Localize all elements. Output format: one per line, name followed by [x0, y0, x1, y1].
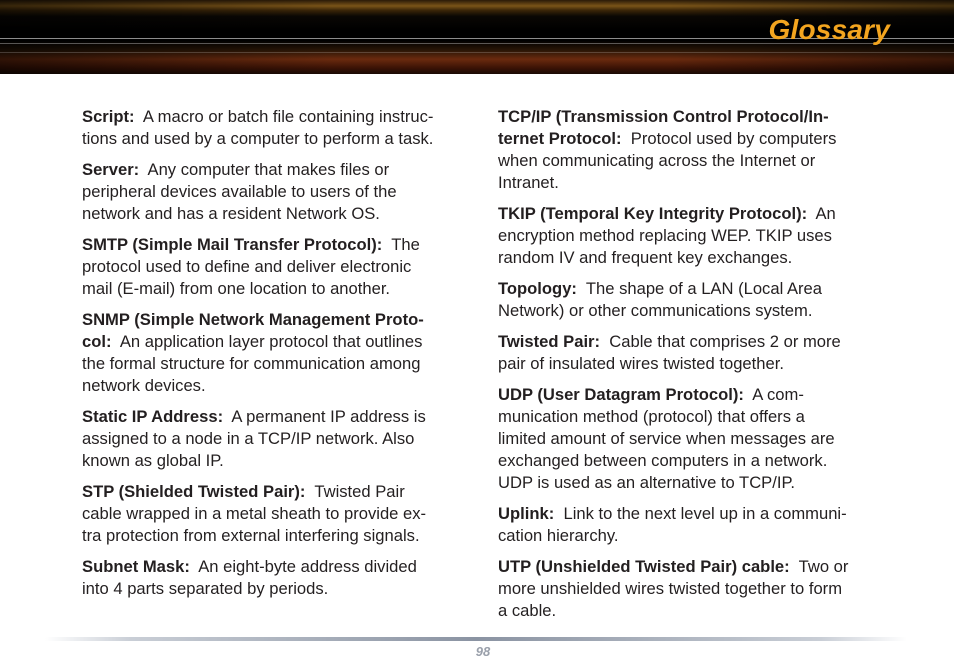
glossary-definition-line: assigned to a node in a TCP/IP network. Also	[82, 429, 415, 448]
glossary-entry	[498, 106, 893, 194]
glossary-definition-line: limited amount of service when messages are	[498, 429, 835, 448]
page-number: 98	[475, 644, 491, 659]
glossary-term: TKIP (Temporal Key Integrity Protocol):	[498, 204, 808, 223]
glossary-left-column	[82, 106, 474, 609]
glossary-definition-line: into 4 parts separated by periods.	[82, 579, 329, 598]
glossary-definition-line: encryption method replacing WEP. TKIP uses	[498, 226, 832, 245]
glossary-entry	[82, 309, 474, 397]
glossary-definition-line: Cable that comprises 2 or more	[609, 332, 841, 351]
glossary-definition-line: random IV and frequent key exchanges.	[498, 248, 793, 267]
glossary-definition-line: network and has a resident Network OS.	[82, 204, 380, 223]
glossary-definition-line: UDP is used as an alternative to TCP/IP.	[498, 473, 796, 492]
glossary-definition-line: munication method (protocol) that offers a	[498, 407, 805, 426]
glossary-definition-line: Twisted Pair	[314, 482, 405, 501]
glossary-definition-line: a cable.	[498, 601, 557, 620]
glossary-definition-line: when communicating across the Internet or	[498, 151, 816, 170]
glossary-definition-line: Network) or other communications system.	[498, 301, 813, 320]
glossary-term: UDP (User Datagram Protocol):	[498, 385, 744, 404]
glossary-definition-line: An eight-byte address divided	[198, 557, 417, 576]
glossary-entry	[82, 406, 474, 472]
glossary-definition-line: A permanent IP address is	[231, 407, 426, 426]
glossary-definition-line: the formal structure for communication among	[82, 354, 421, 373]
glossary-definition-line: exchanged between computers in a network.	[498, 451, 828, 470]
glossary-right-column	[498, 106, 893, 631]
glossary-definition-line: more unshielded wires twisted together to form	[498, 579, 843, 598]
glossary-entry	[82, 234, 474, 300]
glossary-entry	[498, 384, 893, 494]
glossary-definition-line: protocol used to define and deliver electronic	[82, 257, 412, 276]
glossary-definition-line: An application layer protocol that outlines	[119, 332, 423, 351]
glossary-definition-line: Any computer that makes files or	[147, 160, 390, 179]
glossary-term: STP (Shielded Twisted Pair):	[82, 482, 306, 501]
glossary-entry	[82, 159, 474, 225]
glossary-term: TCP/IP (Transmission Control Protocol/In- ternet Protocol:	[498, 107, 829, 148]
page-title: Glossary	[768, 14, 890, 45]
glossary-entry	[498, 278, 893, 322]
glossary-definition-line: A macro or batch file containing instruc-	[142, 107, 434, 126]
glossary-definition-line: tions and used by a computer to perform a task.	[82, 129, 434, 148]
glossary-term: Uplink:	[498, 504, 555, 523]
glossary-term: Static IP Address:	[82, 407, 224, 426]
glossary-entry	[82, 556, 474, 600]
glossary-entry	[82, 106, 474, 150]
glossary-term: Subnet Mask:	[82, 557, 190, 576]
glossary-definition-line: The shape of a LAN (Local Area	[585, 279, 823, 298]
glossary-term: SNMP (Simple Network Management Proto- col:	[82, 310, 424, 351]
glossary-definition-line: cation hierarchy.	[498, 526, 619, 545]
glossary-entry	[498, 503, 893, 547]
glossary-definition-line: tra protection from external interfering signals.	[82, 526, 420, 545]
glossary-definition-line: A com-	[752, 385, 804, 404]
glossary-definition-line: cable wrapped in a metal sheath to provide ex-	[82, 504, 427, 523]
glossary-definition-line: Link to the next level up in a communi-	[563, 504, 847, 523]
glossary-term: Twisted Pair:	[498, 332, 601, 351]
header-stripe	[0, 52, 954, 53]
glossary-definition-line: mail (E-mail) from one location to another.	[82, 279, 391, 298]
glossary-term: SMTP (Simple Mail Transfer Protocol):	[82, 235, 383, 254]
glossary-definition-line: Protocol used by computers	[630, 129, 837, 148]
footer-divider	[45, 637, 907, 641]
glossary-definition-line: known as global IP.	[82, 451, 224, 470]
glossary-definition-line: Intranet.	[498, 173, 559, 192]
glossary-entry	[498, 331, 893, 375]
glossary-definition-line: network devices.	[82, 376, 206, 395]
glossary-term: Topology:	[498, 279, 577, 298]
glossary-term: UTP (Unshielded Twisted Pair) cable:	[498, 557, 790, 576]
glossary-definition-line: Two or	[798, 557, 849, 576]
glossary-definition-line: An	[815, 204, 836, 223]
glossary-definition-line: The	[391, 235, 420, 254]
glossary-entry	[82, 481, 474, 547]
glossary-definition-line: pair of insulated wires twisted together.	[498, 354, 784, 373]
glossary-term: Server:	[82, 160, 140, 179]
glossary-term: Script:	[82, 107, 135, 126]
glossary-definition-line: peripheral devices available to users of the	[82, 182, 397, 201]
page-header-banner	[0, 0, 954, 74]
glossary-entry	[498, 203, 893, 269]
glossary-entry	[498, 556, 893, 622]
